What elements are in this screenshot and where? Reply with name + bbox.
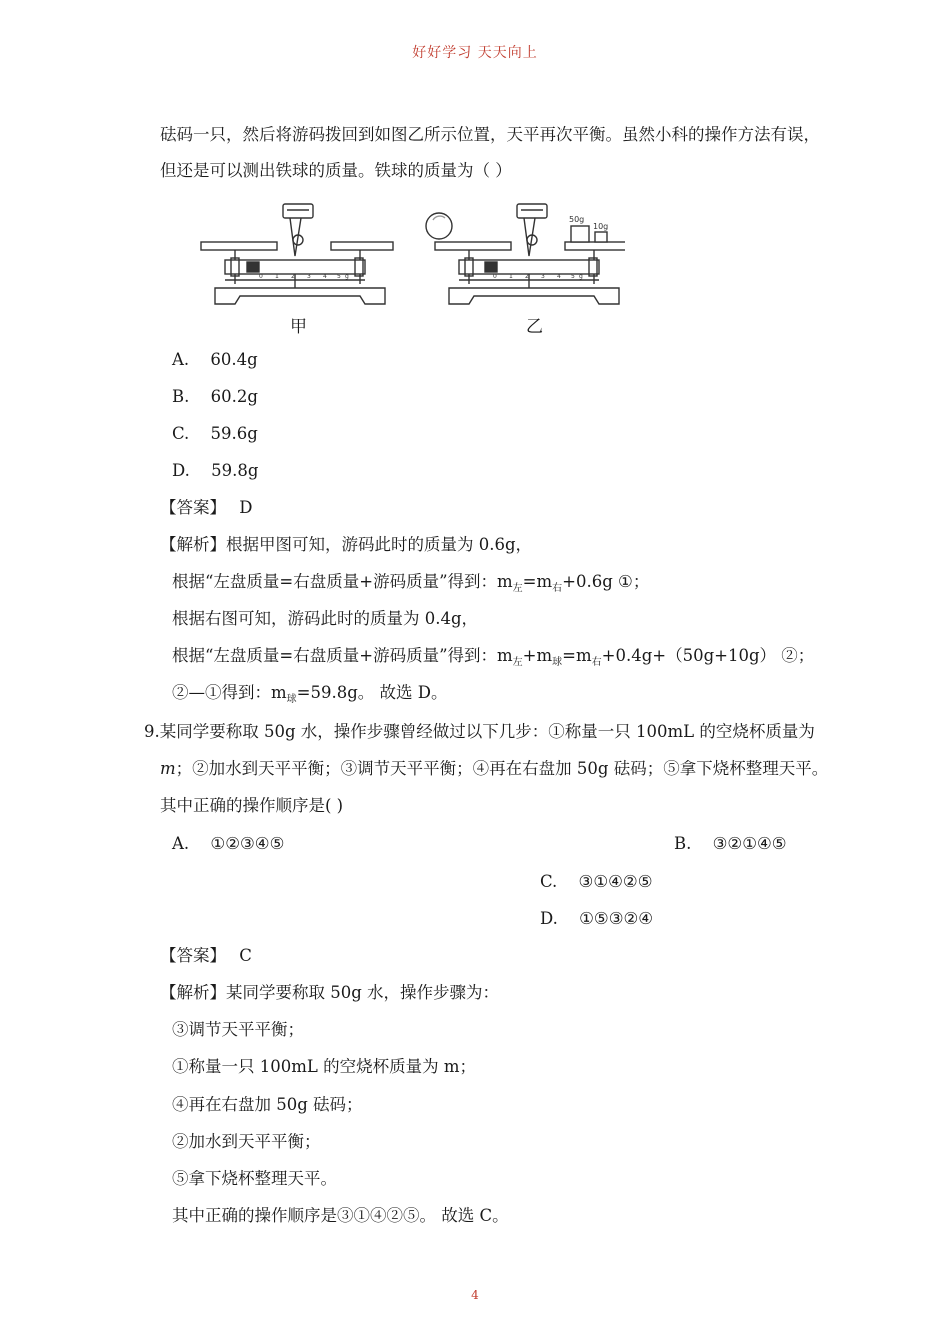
q8-option-a xyxy=(172,349,258,371)
q9-analysis-line-5: ②加水到天平平衡； xyxy=(172,1132,321,1151)
option-text: ①⑤③②④ xyxy=(579,909,654,928)
analysis-text: 根据“左盘质量=右盘质量+游码质量”得到：m xyxy=(172,572,513,591)
beam-yi xyxy=(459,260,599,274)
analysis-label: 【解析】 xyxy=(160,535,226,554)
option-letter: A. xyxy=(172,834,190,853)
answer-label: 【答案】 xyxy=(160,946,226,965)
option-text: 59.8g xyxy=(211,461,259,480)
q8-analysis-line-5 xyxy=(172,682,448,707)
analysis-text: 根据“左盘质量=右盘质量+游码质量”得到：m xyxy=(172,646,513,665)
tick-1-jia: 1 xyxy=(275,273,279,280)
weight-50g xyxy=(571,226,589,242)
subscript: 球 xyxy=(286,694,297,705)
weight-10g xyxy=(595,232,607,242)
q9-stem-line-1: 9.某同学要称取 50g 水，操作步骤曾经做过以下几步：①称量一只 100mL 的空烧杯质量为 xyxy=(144,722,815,741)
equation-part: =59.8g。 故选 D。 xyxy=(296,683,448,702)
q8-option-b xyxy=(172,386,258,408)
subscript: 左 xyxy=(512,583,523,594)
q8-analysis-line-3: 根据右图可知，游码此时的质量为 0.4g， xyxy=(172,609,479,628)
pointer-dial-jia xyxy=(283,204,313,218)
tick-4-jia: 4 xyxy=(323,273,327,280)
q9-analysis-line-2: ③调节天平平衡； xyxy=(172,1020,304,1039)
option-letter: D. xyxy=(540,909,558,928)
option-text: 59.6g xyxy=(210,424,258,443)
answer-label: 【答案】 xyxy=(160,498,226,517)
option-text: 60.2g xyxy=(210,387,258,406)
right-pan-yi xyxy=(565,242,625,250)
analysis-label: 【解析】 xyxy=(160,983,226,1002)
equation-part: +0.6g ①； xyxy=(562,572,650,591)
stem-text: ；②加水到天平平衡；③调节天平平衡；④再在右盘加 50g 砝码；⑤拿下烧杯整理天平。 xyxy=(175,759,829,778)
q9-answer xyxy=(160,945,252,967)
subscript: 右 xyxy=(591,657,602,668)
beam-jia xyxy=(225,260,365,274)
tick-2-jia: 2 xyxy=(291,273,295,280)
tick-unit-yi: g xyxy=(579,273,583,280)
pointer-dial-yi xyxy=(517,204,547,218)
q9-option-d xyxy=(540,908,653,930)
q9-analysis-line-4: ④再在右盘加 50g 砝码； xyxy=(172,1095,363,1114)
subscript: 右 xyxy=(552,583,563,594)
q9-analysis-line-6: ⑤拿下烧杯整理天平。 xyxy=(172,1169,337,1188)
variable-m: m xyxy=(160,759,176,778)
balance-jia xyxy=(201,204,393,304)
left-pan-yi xyxy=(435,242,511,250)
analysis-text: 某同学要称取 50g 水，操作步骤为： xyxy=(226,983,500,1002)
figure-label-jia: 甲 xyxy=(290,317,307,337)
q9-analysis-line-7: 其中正确的操作顺序是③①④②⑤。 故选 C。 xyxy=(172,1206,509,1225)
page-header-motto: 好好学习 天天向上 xyxy=(412,45,538,61)
balance-diagram xyxy=(195,196,625,336)
tick-0-jia: 0 xyxy=(259,273,263,280)
q9-analysis-line-1 xyxy=(160,982,499,1004)
tick-5-jia: 5 xyxy=(337,273,341,280)
option-text: ①②③④⑤ xyxy=(210,834,285,853)
q9-stem-line-3: 其中正确的操作顺序是( ) xyxy=(160,796,344,815)
iron-ball xyxy=(426,213,452,239)
option-letter: B. xyxy=(172,387,190,406)
q9-option-b xyxy=(674,833,787,855)
option-letter: B. xyxy=(674,834,692,853)
q9-analysis-line-3: ①称量一只 100mL 的空烧杯质量为 m； xyxy=(172,1057,476,1076)
subscript: 球 xyxy=(552,657,563,668)
right-pan-jia xyxy=(331,242,393,250)
intro-line-1: 砝码一只，然后将游码拨回到如图乙所示位置，天平再次平衡。虽然小科的操作方法有误， xyxy=(160,125,820,144)
balance-figure xyxy=(195,196,625,336)
option-letter: D. xyxy=(172,461,190,480)
option-text: 60.4g xyxy=(210,350,258,369)
tick-2-yi: 2 xyxy=(525,273,529,280)
tick-unit-jia: g xyxy=(345,273,349,280)
tick-3-yi: 3 xyxy=(541,273,545,280)
answer-value: D xyxy=(239,498,253,517)
q8-analysis-line-4 xyxy=(172,645,814,670)
tick-0-yi: 0 xyxy=(493,273,497,280)
subscript: 左 xyxy=(512,657,523,668)
q9-stem-line-2 xyxy=(160,758,828,780)
option-letter: C. xyxy=(540,872,558,891)
equation-part: +0.4g+（50g+10g） ②； xyxy=(601,646,815,665)
q8-option-c xyxy=(172,423,258,445)
option-text: ③②①④⑤ xyxy=(712,834,787,853)
q8-analysis-line-1 xyxy=(160,534,532,556)
page-number: 4 xyxy=(471,1288,479,1302)
option-letter: C. xyxy=(172,424,190,443)
q9-option-c xyxy=(540,871,653,893)
answer-value: C xyxy=(239,946,252,965)
weight-50g-label: 50g xyxy=(569,215,585,224)
balance-yi xyxy=(426,204,625,304)
intro-line-2: 但还是可以测出铁球的质量。铁球的质量为（ ） xyxy=(160,161,512,180)
option-letter: A. xyxy=(172,350,190,369)
equation-part: +m xyxy=(522,646,553,665)
figure-label-yi: 乙 xyxy=(526,317,543,337)
weight-10g-label: 10g xyxy=(593,222,609,231)
q9-option-a xyxy=(172,833,284,855)
q8-analysis-line-2 xyxy=(172,571,649,596)
equation-part: =m xyxy=(562,646,592,665)
analysis-text: 根据甲图可知，游码此时的质量为 0.6g， xyxy=(226,535,533,554)
analysis-text: ②—①得到：m xyxy=(172,683,287,702)
left-pan-jia xyxy=(201,242,277,250)
tick-1-yi: 1 xyxy=(509,273,513,280)
q8-answer xyxy=(160,497,252,519)
q8-option-d xyxy=(172,460,258,482)
tick-5-yi: 5 xyxy=(571,273,575,280)
tick-3-jia: 3 xyxy=(307,273,311,280)
equation-part: =m xyxy=(522,572,553,591)
option-text: ③①④②⑤ xyxy=(578,872,653,891)
tick-4-yi: 4 xyxy=(557,273,561,280)
